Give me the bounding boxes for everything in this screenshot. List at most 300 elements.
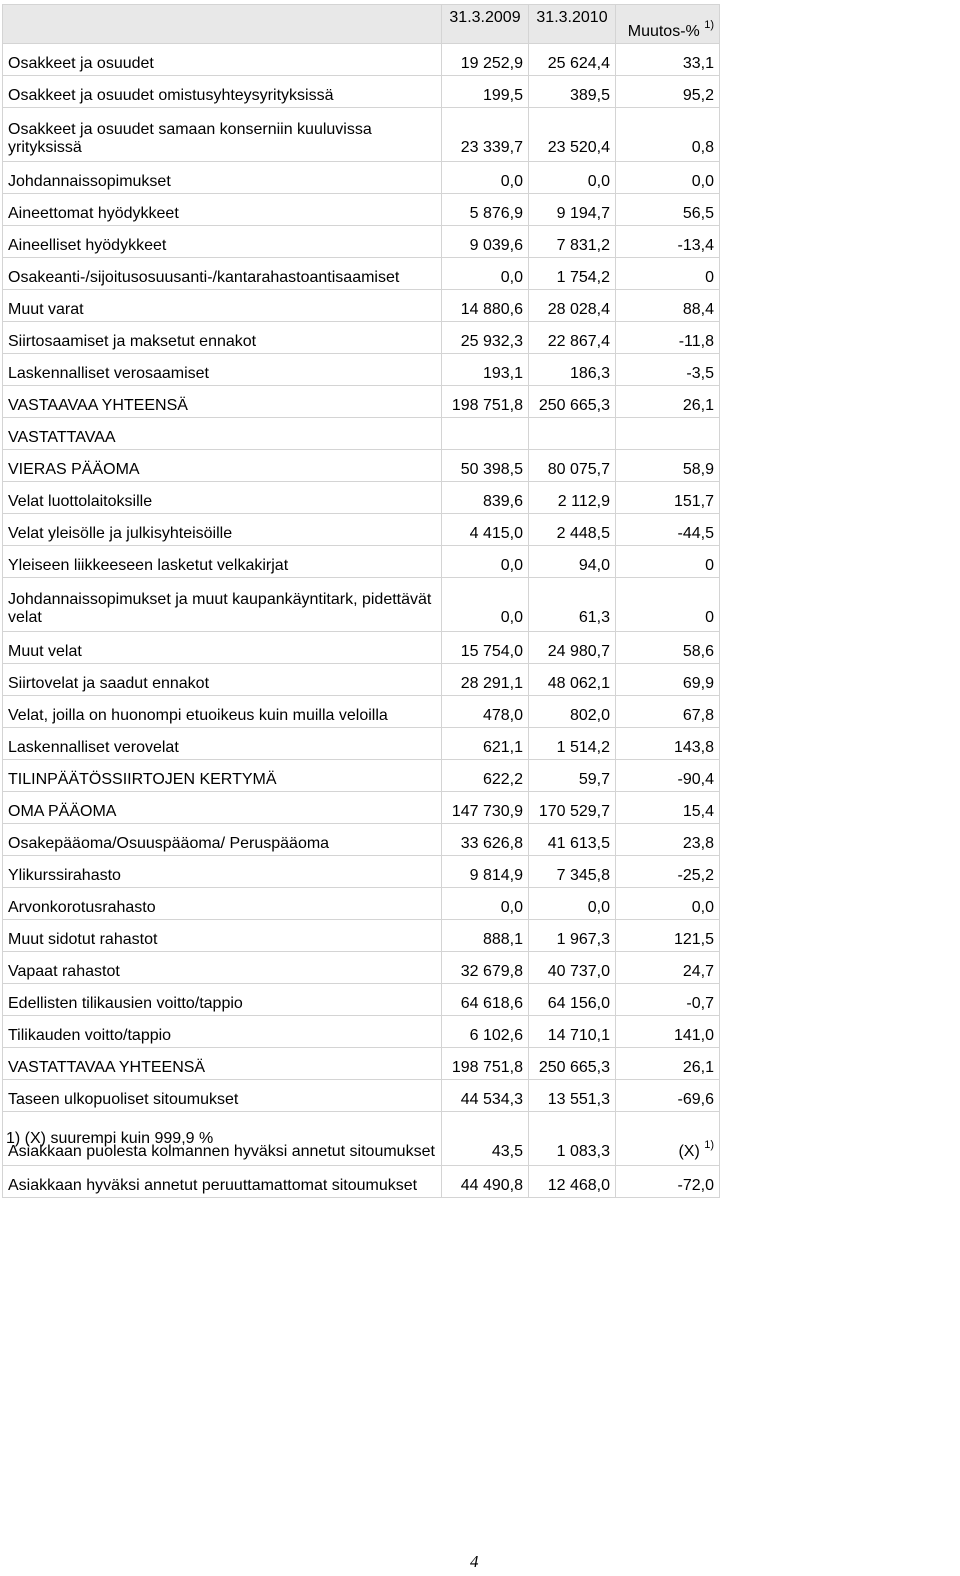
value-2010 [529,1048,616,1080]
value-change-text: 0,8 [691,139,714,156]
value-change-text: -0,7 [686,995,714,1012]
row-label-text: TILINPÄÄTÖSSIIRTOJEN KERTYMÄ [8,771,277,788]
value-2009-text: 44 490,8 [460,1177,523,1194]
table-row [3,482,720,514]
value-2009-text: 198 751,8 [451,397,523,414]
value-change-text: 141,0 [673,1027,714,1044]
value-change [616,418,720,450]
value-2009-text: 621,1 [482,739,523,756]
value-2009 [442,760,529,792]
table-row [3,578,720,632]
value-change [616,108,720,162]
value-2009-text: 193,1 [482,365,523,382]
table-row [3,824,720,856]
value-2009 [442,322,529,354]
value-2009-text: 4 415,0 [469,525,523,542]
row-label-text: VASTATTAVAA YHTEENSÄ [8,1059,206,1076]
table-row [3,1016,720,1048]
table-row [3,792,720,824]
value-2010-text: 61,3 [578,609,610,626]
table-row [3,418,720,450]
value-change-text: 26,1 [682,1059,714,1076]
value-2009-text: 44 534,3 [460,1091,523,1108]
value-2010 [529,984,616,1016]
value-2010-text: 94,0 [578,557,610,574]
table-row [3,952,720,984]
value-2009 [442,1080,529,1112]
value-change-text: 143,8 [673,739,714,756]
value-2010-text: 40 737,0 [547,963,610,980]
value-change-text: 0 [705,609,714,626]
row-label [3,386,442,418]
value-2010 [529,1166,616,1198]
value-2009 [442,418,529,450]
value-2010-text: 80 075,7 [547,461,610,478]
value-2010-text: 250 665,3 [538,397,610,414]
row-label [3,354,442,386]
table-row [3,1048,720,1080]
row-label [3,162,442,194]
row-label-text: Osakepääoma/Osuuspääoma/ Peruspääoma [8,835,330,852]
value-change [616,760,720,792]
row-label-text: Osakkeet ja osuudet [8,55,154,72]
row-label [3,984,442,1016]
value-2010 [529,1112,616,1166]
row-label [3,920,442,952]
row-label [3,760,442,792]
value-change [616,482,720,514]
row-label [3,888,442,920]
value-change-text: 23,8 [682,835,714,852]
value-2009 [442,1112,529,1166]
value-change [616,322,720,354]
table-row [3,1166,720,1198]
value-2010-text: 23 520,4 [547,139,610,156]
value-2009 [442,664,529,696]
row-label-text: Johdannaissopimukset [8,173,171,190]
value-change [616,514,720,546]
value-change [616,728,720,760]
row-label [3,952,442,984]
row-label [3,226,442,258]
value-change-text: 67,8 [682,707,714,724]
table-row [3,162,720,194]
table-row [3,984,720,1016]
value-2009-text: 0,0 [500,173,523,190]
value-2010 [529,888,616,920]
value-2010-text: 1 754,2 [556,269,610,286]
value-2009 [442,952,529,984]
value-2010-text: 7 345,8 [556,867,610,884]
value-2009 [442,386,529,418]
value-2010-text: 1 083,3 [556,1143,610,1160]
page-number: 4 [470,1552,479,1571]
value-2009-text: 15 754,0 [460,643,523,660]
table-row [3,632,720,664]
header-label-cell [3,5,442,44]
value-change [616,162,720,194]
value-2010 [529,578,616,632]
row-label-text: Taseen ulkopuoliset sitoumukset [8,1091,239,1108]
value-2009 [442,258,529,290]
value-2009 [442,482,529,514]
value-2010-text: 48 062,1 [547,675,610,692]
row-label-text: VIERAS PÄÄOMA [8,461,140,478]
value-2009-text: 28 291,1 [460,675,523,692]
row-label-text: Tilikauden voitto/tappio [8,1027,172,1044]
value-2010-text: 25 624,4 [547,55,610,72]
value-2009 [442,76,529,108]
value-change-text: -69,6 [677,1091,714,1108]
balance-sheet-table [2,4,720,1198]
table-row [3,258,720,290]
row-label [3,322,442,354]
value-2010-text: 2 448,5 [556,525,610,542]
header-2009: 31.3.2009 [442,5,529,44]
row-label-text: Velat luottolaitoksille [8,493,153,510]
value-2010-text: 0,0 [587,173,610,190]
value-change-text: -3,5 [686,365,714,382]
value-2010-text: 28 028,4 [547,301,610,318]
value-2009 [442,728,529,760]
row-label [3,1166,442,1198]
value-2010 [529,514,616,546]
row-label-text: Siirtosaamiset ja maksetut ennakot [8,333,257,350]
table-row [3,856,720,888]
value-2009 [442,824,529,856]
value-2010 [529,1016,616,1048]
value-change-text: -25,2 [677,867,714,884]
value-change-text: -44,5 [677,525,714,542]
value-change-text: 56,5 [682,205,714,222]
table-row [3,664,720,696]
row-label-text: Muut varat [8,301,84,318]
value-change-text: 24,7 [682,963,714,980]
table-row [3,888,720,920]
value-change [616,632,720,664]
value-change [616,824,720,856]
value-2010 [529,290,616,322]
value-change [616,290,720,322]
value-change-text: 95,2 [682,87,714,104]
value-2010-text: 24 980,7 [547,643,610,660]
header-change-label: Muutos-% [627,23,700,40]
value-2010 [529,322,616,354]
value-2009 [442,1048,529,1080]
row-label-text: Osakkeet ja osuudet samaan konserniin kuuluvissa yrityksissä [8,121,372,156]
table-row [3,76,720,108]
row-label-text: Aineettomat hyödykkeet [8,205,179,222]
value-2010-text: 13 551,3 [547,1091,610,1108]
value-2009 [442,1166,529,1198]
footnote: 1) (X) suurempi kuin 999,9 % [6,1130,214,1147]
value-2009-text: 50 398,5 [460,461,523,478]
value-2010-text: 7 831,2 [556,237,610,254]
value-2010 [529,354,616,386]
value-2009 [442,162,529,194]
value-change [616,258,720,290]
value-2009 [442,888,529,920]
value-2009 [442,792,529,824]
value-change-text: -11,8 [678,333,714,350]
value-change [616,194,720,226]
row-label [3,792,442,824]
value-2010 [529,1080,616,1112]
value-2009-text: 6 102,6 [469,1027,523,1044]
table-row [3,322,720,354]
row-label [3,664,442,696]
row-label [3,546,442,578]
value-2010-text: 59,7 [578,771,610,788]
value-2010 [529,664,616,696]
value-change [616,856,720,888]
value-2009 [442,1016,529,1048]
value-2009 [442,194,529,226]
table-row [3,728,720,760]
value-2010 [529,546,616,578]
value-2009-text: 23 339,7 [460,139,523,156]
value-change [616,546,720,578]
value-2009 [442,108,529,162]
value-2010 [529,482,616,514]
value-2010-text: 2 112,9 [557,493,610,510]
value-2009 [442,450,529,482]
value-2009 [442,226,529,258]
value-2009-text: 0,0 [500,899,523,916]
value-change-text: 58,6 [682,643,714,660]
value-change-text: 58,9 [682,461,714,478]
value-2009-text: 478,0 [482,707,523,724]
row-label [3,1048,442,1080]
row-label [3,728,442,760]
value-2009 [442,290,529,322]
row-label-text: Johdannaissopimukset ja muut kaupankäyntitark, pidettävät velat [8,591,432,626]
row-label [3,482,442,514]
value-2009 [442,696,529,728]
row-label-text: Edellisten tilikausien voitto/tappio [8,995,243,1012]
value-2009 [442,984,529,1016]
value-2010-text: 170 529,7 [538,803,610,820]
value-2010 [529,162,616,194]
table-row [3,546,720,578]
value-change [616,984,720,1016]
value-2010-text: 1 514,2 [556,739,610,756]
value-2010-text: 41 613,5 [547,835,610,852]
row-label-text: Arvonkorotusrahasto [8,899,156,916]
row-label-text: Siirtovelat ja saadut ennakot [8,675,210,692]
value-2010 [529,194,616,226]
value-2010-text: 1 967,3 [556,931,610,948]
value-2010 [529,44,616,76]
row-label [3,194,442,226]
value-change-text: -13,4 [677,237,714,254]
value-change-text: (X) [678,1143,700,1160]
value-2010 [529,632,616,664]
table-row [3,514,720,546]
row-label [3,632,442,664]
value-2010 [529,226,616,258]
value-2010-text: 389,5 [569,87,610,104]
value-change-text: 15,4 [682,803,714,820]
row-label-text: Asiakkaan puolesta kolmannen hyväksi annetut sitoumukset [8,1143,435,1160]
row-label-text: Laskennalliset verovelat [8,739,179,756]
value-change [616,920,720,952]
table-row [3,920,720,952]
value-2010 [529,824,616,856]
table-row [3,194,720,226]
value-2009 [442,546,529,578]
value-change-text: -90,4 [677,771,714,788]
row-label [3,258,442,290]
row-label-text: Asiakkaan hyväksi annetut peruuttamattomat sitoumukset [8,1177,418,1194]
value-change [616,226,720,258]
row-label-text: Vapaat rahastot [8,963,120,980]
value-2010 [529,76,616,108]
table-row [3,386,720,418]
table-row [3,450,720,482]
value-2009 [442,632,529,664]
table-row [3,226,720,258]
value-2010-text: 0,0 [587,899,610,916]
value-2010-text: 186,3 [569,365,610,382]
row-label [3,1016,442,1048]
value-change [616,952,720,984]
value-2009-text: 9 039,6 [469,237,523,254]
value-change [616,1166,720,1198]
table-row [3,1080,720,1112]
row-label [3,108,442,162]
value-2009-text: 33 626,8 [460,835,523,852]
value-change [616,1016,720,1048]
row-label [3,514,442,546]
value-change [616,888,720,920]
row-label-text: Velat yleisölle ja julkisyhteisöille [8,525,233,542]
row-label-text: Muut sidotut rahastot [8,931,158,948]
value-2010 [529,856,616,888]
row-label-text: Yleiseen liikkeeseen lasketut velkakirjat [8,557,289,574]
row-label-text: Velat, joilla on huonompi etuoikeus kuin muilla veloilla [8,707,388,724]
value-2009-text: 198 751,8 [451,1059,523,1076]
value-change [616,386,720,418]
value-change-text: 0,0 [691,173,714,190]
value-change-text: 0,0 [691,899,714,916]
value-2009-text: 25 932,3 [460,333,523,350]
value-change-text: 26,1 [682,397,714,414]
table-row [3,760,720,792]
value-2010-text: 14 710,1 [547,1027,610,1044]
value-change [616,1080,720,1112]
value-2010 [529,258,616,290]
table-row [3,108,720,162]
value-change [616,792,720,824]
value-2010 [529,696,616,728]
row-label-text: OMA PÄÄOMA [8,803,117,820]
table-header-row [3,5,720,44]
row-label [3,76,442,108]
value-2010 [529,108,616,162]
value-change-text: 33,1 [682,55,714,72]
table-row [3,290,720,322]
value-2010-text: 802,0 [569,707,610,724]
value-2009 [442,920,529,952]
row-label [3,418,442,450]
value-change [616,1048,720,1080]
row-label [3,824,442,856]
value-2010-text: 250 665,3 [538,1059,610,1076]
row-label-text: Osakkeet ja osuudet omistusyhteysyrityksissä [8,87,334,104]
value-2010 [529,792,616,824]
value-2010 [529,450,616,482]
value-change [616,450,720,482]
value-2009 [442,44,529,76]
row-label [3,44,442,76]
value-2010-text: 12 468,0 [547,1177,610,1194]
value-change-text: 0 [705,269,714,286]
value-2010 [529,418,616,450]
value-2009-text: 0,0 [500,269,523,286]
value-2009-text: 0,0 [500,557,523,574]
row-label [3,290,442,322]
value-2010 [529,920,616,952]
value-2009-text: 9 814,9 [469,867,523,884]
value-change [616,664,720,696]
table-row [3,354,720,386]
value-2009-text: 64 618,6 [460,995,523,1012]
value-change-text: 121,5 [673,931,714,948]
value-2010 [529,386,616,418]
footnote-marker: 1) [704,1138,714,1151]
value-2009 [442,354,529,386]
value-change [616,44,720,76]
value-2010 [529,760,616,792]
value-2010 [529,952,616,984]
table-row [3,44,720,76]
value-2009-text: 14 880,6 [460,301,523,318]
value-2009 [442,856,529,888]
header-change-percent [616,5,720,44]
row-label-text: Laskennalliset verosaamiset [8,365,209,382]
row-label-text: Osakeanti-/sijoitusosuusanti-/kantarahastoantisaamiset [8,269,400,286]
value-2009-text: 32 679,8 [460,963,523,980]
value-2010-text: 64 156,0 [547,995,610,1012]
row-label-text: VASTATTAVAA [8,429,116,446]
value-change [616,696,720,728]
value-2009-text: 199,5 [482,87,523,104]
value-change-text: 0 [705,557,714,574]
value-change-text: -72,0 [677,1177,714,1194]
value-2009-text: 43,5 [491,1143,523,1160]
value-2009-text: 19 252,9 [460,55,523,72]
table-row [3,696,720,728]
value-2010-text: 9 194,7 [556,205,610,222]
value-change [616,76,720,108]
header-footnote-marker: 1) [704,18,714,31]
value-2009-text: 888,1 [482,931,523,948]
row-label [3,450,442,482]
value-2010-text: 22 867,4 [547,333,610,350]
value-2009 [442,578,529,632]
value-2010 [529,728,616,760]
row-label [3,1080,442,1112]
value-2009-text: 5 876,9 [469,205,523,222]
row-label [3,578,442,632]
row-label-text: VASTAAVAA YHTEENSÄ [8,397,188,414]
value-change [616,1112,720,1166]
value-change-text: 88,4 [682,301,714,318]
row-label [3,856,442,888]
value-change [616,354,720,386]
row-label-text: Aineelliset hyödykkeet [8,237,167,254]
